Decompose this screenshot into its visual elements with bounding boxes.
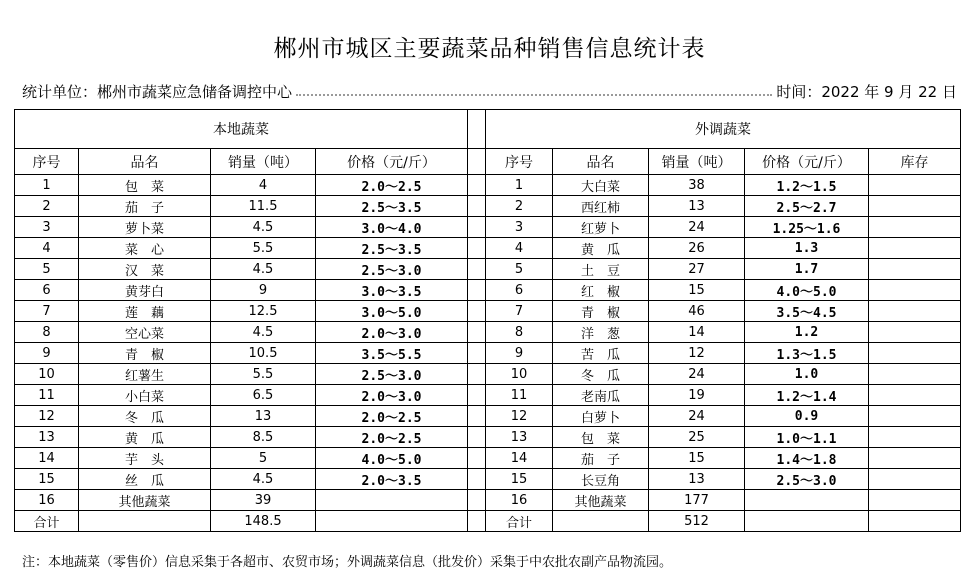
- cell-local-price: 4.0～5.0: [316, 448, 468, 469]
- header-local-no: 序号: [15, 149, 79, 175]
- cell-local-no: 2: [15, 196, 79, 217]
- cell-external-no: 8: [486, 322, 553, 343]
- cell-external-price: 1.25～1.6: [745, 217, 869, 238]
- table-row: [15, 343, 961, 364]
- cell-local-qty: 4.5: [211, 322, 316, 343]
- cell-local-no: 9: [15, 343, 79, 364]
- cell-external-no: 5: [486, 259, 553, 280]
- cell-local-price: 3.5～5.5: [316, 343, 468, 364]
- cell-external-price: [745, 490, 869, 511]
- cell-local-no: 7: [15, 301, 79, 322]
- cell-local-no: 1: [15, 175, 79, 196]
- cell-local-qty: 39: [211, 490, 316, 511]
- cell-external-name: 长豆角: [553, 469, 649, 490]
- cell-external-qty: 14: [649, 322, 745, 343]
- column-header-row: [15, 149, 961, 175]
- group-external: 外调蔬菜: [486, 110, 961, 149]
- cell-external-price: 1.7: [745, 259, 869, 280]
- table-row: [15, 448, 961, 469]
- total-external-label: 合计: [486, 511, 553, 532]
- cell-local-qty: 11.5: [211, 196, 316, 217]
- cell-external-stock: [869, 301, 961, 322]
- cell-local-no: 8: [15, 322, 79, 343]
- total-local-price: [316, 511, 468, 532]
- table-row: [15, 280, 961, 301]
- cell-external-name: 白萝卜: [553, 406, 649, 427]
- cell-local-no: 15: [15, 469, 79, 490]
- cell-local-qty: 12.5: [211, 301, 316, 322]
- cell-external-price: 2.5～2.7: [745, 196, 869, 217]
- cell-local-name: 莲 藕: [79, 301, 211, 322]
- cell-local-name: 青 椒: [79, 343, 211, 364]
- cell-local-no: 14: [15, 448, 79, 469]
- table-row: [15, 364, 961, 385]
- cell-external-stock: [869, 364, 961, 385]
- cell-external-qty: 13: [649, 196, 745, 217]
- cell-local-price: 2.0～3.0: [316, 385, 468, 406]
- cell-external-price: 1.3: [745, 238, 869, 259]
- cell-external-qty: 12: [649, 343, 745, 364]
- cell-local-no: 4: [15, 238, 79, 259]
- group-header-row: [15, 110, 961, 149]
- cell-external-stock: [869, 427, 961, 448]
- header-external-name: 品名: [553, 149, 649, 175]
- separator-cell: [468, 238, 486, 259]
- cell-external-no: 3: [486, 217, 553, 238]
- cell-local-no: 11: [15, 385, 79, 406]
- cell-local-qty: 5: [211, 448, 316, 469]
- cell-local-no: 5: [15, 259, 79, 280]
- separator-cell: [468, 322, 486, 343]
- cell-external-no: 14: [486, 448, 553, 469]
- cell-external-name: 其他蔬菜: [553, 490, 649, 511]
- cell-local-qty: 9: [211, 280, 316, 301]
- cell-external-no: 10: [486, 364, 553, 385]
- cell-external-stock: [869, 490, 961, 511]
- header-local-price: 价格（元/斤）: [316, 149, 468, 175]
- cell-external-no: 13: [486, 427, 553, 448]
- cell-local-name: 黄 瓜: [79, 427, 211, 448]
- table-row: [15, 238, 961, 259]
- separator-cell: [468, 280, 486, 301]
- cell-external-no: 7: [486, 301, 553, 322]
- cell-local-no: 12: [15, 406, 79, 427]
- cell-external-no: 15: [486, 469, 553, 490]
- separator-cell: [468, 490, 486, 511]
- separator-cell: [468, 110, 486, 149]
- total-local-label: 合计: [15, 511, 79, 532]
- cell-external-price: 2.5～3.0: [745, 469, 869, 490]
- header-external-qty: 销量（吨）: [649, 149, 745, 175]
- cell-external-no: 2: [486, 196, 553, 217]
- separator-cell: [468, 448, 486, 469]
- cell-local-qty: 5.5: [211, 238, 316, 259]
- table-row: [15, 217, 961, 238]
- separator-cell: [468, 149, 486, 175]
- cell-external-name: 老南瓜: [553, 385, 649, 406]
- vegetable-sales-table: [14, 109, 961, 532]
- separator-cell: [468, 259, 486, 280]
- header-external-stock: 库存: [869, 149, 961, 175]
- cell-external-stock: [869, 469, 961, 490]
- separator-cell: [468, 175, 486, 196]
- cell-local-qty: 6.5: [211, 385, 316, 406]
- cell-external-no: 6: [486, 280, 553, 301]
- cell-external-no: 4: [486, 238, 553, 259]
- header-external-no: 序号: [486, 149, 553, 175]
- separator-cell: [468, 469, 486, 490]
- header-local-qty: 销量（吨）: [211, 149, 316, 175]
- cell-external-stock: [869, 175, 961, 196]
- info-bar: [22, 80, 957, 102]
- footnote: 注：本地蔬菜（零售价）信息采集于各超市、农贸市场；外调蔬菜信息（批发价）采集于中农批农副产品物流园。: [22, 555, 673, 570]
- cell-local-qty: 4: [211, 175, 316, 196]
- unit-label: 统计单位：郴州市蔬菜应急储备调控中心: [22, 82, 293, 101]
- cell-local-price: 3.0～4.0: [316, 217, 468, 238]
- cell-local-name: 冬 瓜: [79, 406, 211, 427]
- cell-local-no: 10: [15, 364, 79, 385]
- cell-external-price: 1.2～1.4: [745, 385, 869, 406]
- table-row: [15, 427, 961, 448]
- separator-cell: [468, 385, 486, 406]
- leader-dots: [296, 86, 772, 96]
- total-external-name: [553, 511, 649, 532]
- time-label: 时间：2022 年 9 月 22 日: [776, 82, 957, 101]
- cell-local-price: 2.0～3.5: [316, 469, 468, 490]
- separator-cell: [468, 217, 486, 238]
- total-row: [15, 511, 961, 532]
- cell-local-price: 2.0～2.5: [316, 427, 468, 448]
- cell-local-price: 2.0～2.5: [316, 175, 468, 196]
- header-external-price: 价格（元/斤）: [745, 149, 869, 175]
- cell-external-name: 红萝卜: [553, 217, 649, 238]
- cell-local-name: 菜 心: [79, 238, 211, 259]
- total-external-stock: [869, 511, 961, 532]
- cell-local-name: 小白菜: [79, 385, 211, 406]
- cell-external-qty: 15: [649, 280, 745, 301]
- cell-external-qty: 15: [649, 448, 745, 469]
- separator-cell: [468, 196, 486, 217]
- separator-cell: [468, 406, 486, 427]
- table-row: [15, 301, 961, 322]
- cell-local-name: 萝卜菜: [79, 217, 211, 238]
- cell-external-name: 西红柿: [553, 196, 649, 217]
- separator-cell: [468, 364, 486, 385]
- cell-local-qty: 4.5: [211, 469, 316, 490]
- cell-local-price: 2.5～3.0: [316, 259, 468, 280]
- cell-external-stock: [869, 238, 961, 259]
- cell-external-qty: 46: [649, 301, 745, 322]
- cell-external-stock: [869, 322, 961, 343]
- cell-local-price: 3.0～5.0: [316, 301, 468, 322]
- cell-external-no: 1: [486, 175, 553, 196]
- cell-external-stock: [869, 448, 961, 469]
- cell-local-name: 芋 头: [79, 448, 211, 469]
- cell-external-name: 茄 子: [553, 448, 649, 469]
- group-local: 本地蔬菜: [15, 110, 468, 149]
- cell-external-stock: [869, 406, 961, 427]
- table-row: [15, 175, 961, 196]
- cell-local-name: 汉 菜: [79, 259, 211, 280]
- cell-external-qty: 27: [649, 259, 745, 280]
- cell-external-name: 青 椒: [553, 301, 649, 322]
- cell-local-no: 6: [15, 280, 79, 301]
- cell-local-price: 2.5～3.0: [316, 364, 468, 385]
- cell-external-price: 1.2～1.5: [745, 175, 869, 196]
- cell-local-price: 3.0～3.5: [316, 280, 468, 301]
- separator-cell: [468, 301, 486, 322]
- table-row: [15, 385, 961, 406]
- cell-external-no: 16: [486, 490, 553, 511]
- table-row: [15, 469, 961, 490]
- cell-external-stock: [869, 217, 961, 238]
- cell-external-qty: 26: [649, 238, 745, 259]
- cell-local-name: 红薯生: [79, 364, 211, 385]
- cell-external-name: 苦 瓜: [553, 343, 649, 364]
- cell-external-price: 4.0～5.0: [745, 280, 869, 301]
- cell-local-qty: 4.5: [211, 217, 316, 238]
- cell-external-name: 大白菜: [553, 175, 649, 196]
- cell-local-no: 16: [15, 490, 79, 511]
- cell-external-stock: [869, 196, 961, 217]
- cell-external-price: 1.2: [745, 322, 869, 343]
- cell-external-qty: 25: [649, 427, 745, 448]
- cell-external-name: 红 椒: [553, 280, 649, 301]
- cell-local-qty: 13: [211, 406, 316, 427]
- cell-local-name: 包 菜: [79, 175, 211, 196]
- cell-external-name: 冬 瓜: [553, 364, 649, 385]
- separator-cell: [468, 511, 486, 532]
- cell-external-no: 11: [486, 385, 553, 406]
- cell-local-name: 茄 子: [79, 196, 211, 217]
- cell-local-name: 空心菜: [79, 322, 211, 343]
- cell-local-qty: 10.5: [211, 343, 316, 364]
- cell-local-price: 2.5～3.5: [316, 238, 468, 259]
- cell-local-name: 黄芽白: [79, 280, 211, 301]
- cell-external-name: 土 豆: [553, 259, 649, 280]
- cell-external-qty: 24: [649, 364, 745, 385]
- cell-external-qty: 38: [649, 175, 745, 196]
- cell-external-qty: 24: [649, 406, 745, 427]
- cell-external-stock: [869, 385, 961, 406]
- table-row: [15, 490, 961, 511]
- cell-external-qty: 19: [649, 385, 745, 406]
- cell-local-name: 丝 瓜: [79, 469, 211, 490]
- cell-external-qty: 24: [649, 217, 745, 238]
- table-row: [15, 406, 961, 427]
- total-external-qty: 512: [649, 511, 745, 532]
- total-external-price: [745, 511, 869, 532]
- cell-external-name: 黄 瓜: [553, 238, 649, 259]
- document-title: 郴州市城区主要蔬菜品种销售信息统计表: [273, 36, 706, 62]
- cell-external-price: 1.4～1.8: [745, 448, 869, 469]
- cell-external-stock: [869, 343, 961, 364]
- cell-external-no: 12: [486, 406, 553, 427]
- cell-local-price: 2.0～3.0: [316, 322, 468, 343]
- cell-local-price: [316, 490, 468, 511]
- table-row: [15, 259, 961, 280]
- cell-local-price: 2.0～2.5: [316, 406, 468, 427]
- cell-external-price: 1.0: [745, 364, 869, 385]
- cell-external-no: 9: [486, 343, 553, 364]
- cell-local-qty: 5.5: [211, 364, 316, 385]
- header-local-name: 品名: [79, 149, 211, 175]
- total-local-qty: 148.5: [211, 511, 316, 532]
- cell-local-name: 其他蔬菜: [79, 490, 211, 511]
- cell-local-price: 2.5～3.5: [316, 196, 468, 217]
- separator-cell: [468, 343, 486, 364]
- cell-external-qty: 177: [649, 490, 745, 511]
- cell-external-price: 3.5～4.5: [745, 301, 869, 322]
- total-local-name: [79, 511, 211, 532]
- separator-cell: [468, 427, 486, 448]
- table-row: [15, 196, 961, 217]
- table-row: [15, 322, 961, 343]
- cell-external-price: 0.9: [745, 406, 869, 427]
- cell-external-stock: [869, 259, 961, 280]
- cell-external-qty: 13: [649, 469, 745, 490]
- cell-local-qty: 8.5: [211, 427, 316, 448]
- cell-local-no: 3: [15, 217, 79, 238]
- cell-external-price: 1.0～1.1: [745, 427, 869, 448]
- table-wrapper: [14, 109, 960, 532]
- cell-external-name: 包 菜: [553, 427, 649, 448]
- cell-external-stock: [869, 280, 961, 301]
- cell-local-no: 13: [15, 427, 79, 448]
- cell-local-qty: 4.5: [211, 259, 316, 280]
- cell-external-price: 1.3～1.5: [745, 343, 869, 364]
- cell-external-name: 洋 葱: [553, 322, 649, 343]
